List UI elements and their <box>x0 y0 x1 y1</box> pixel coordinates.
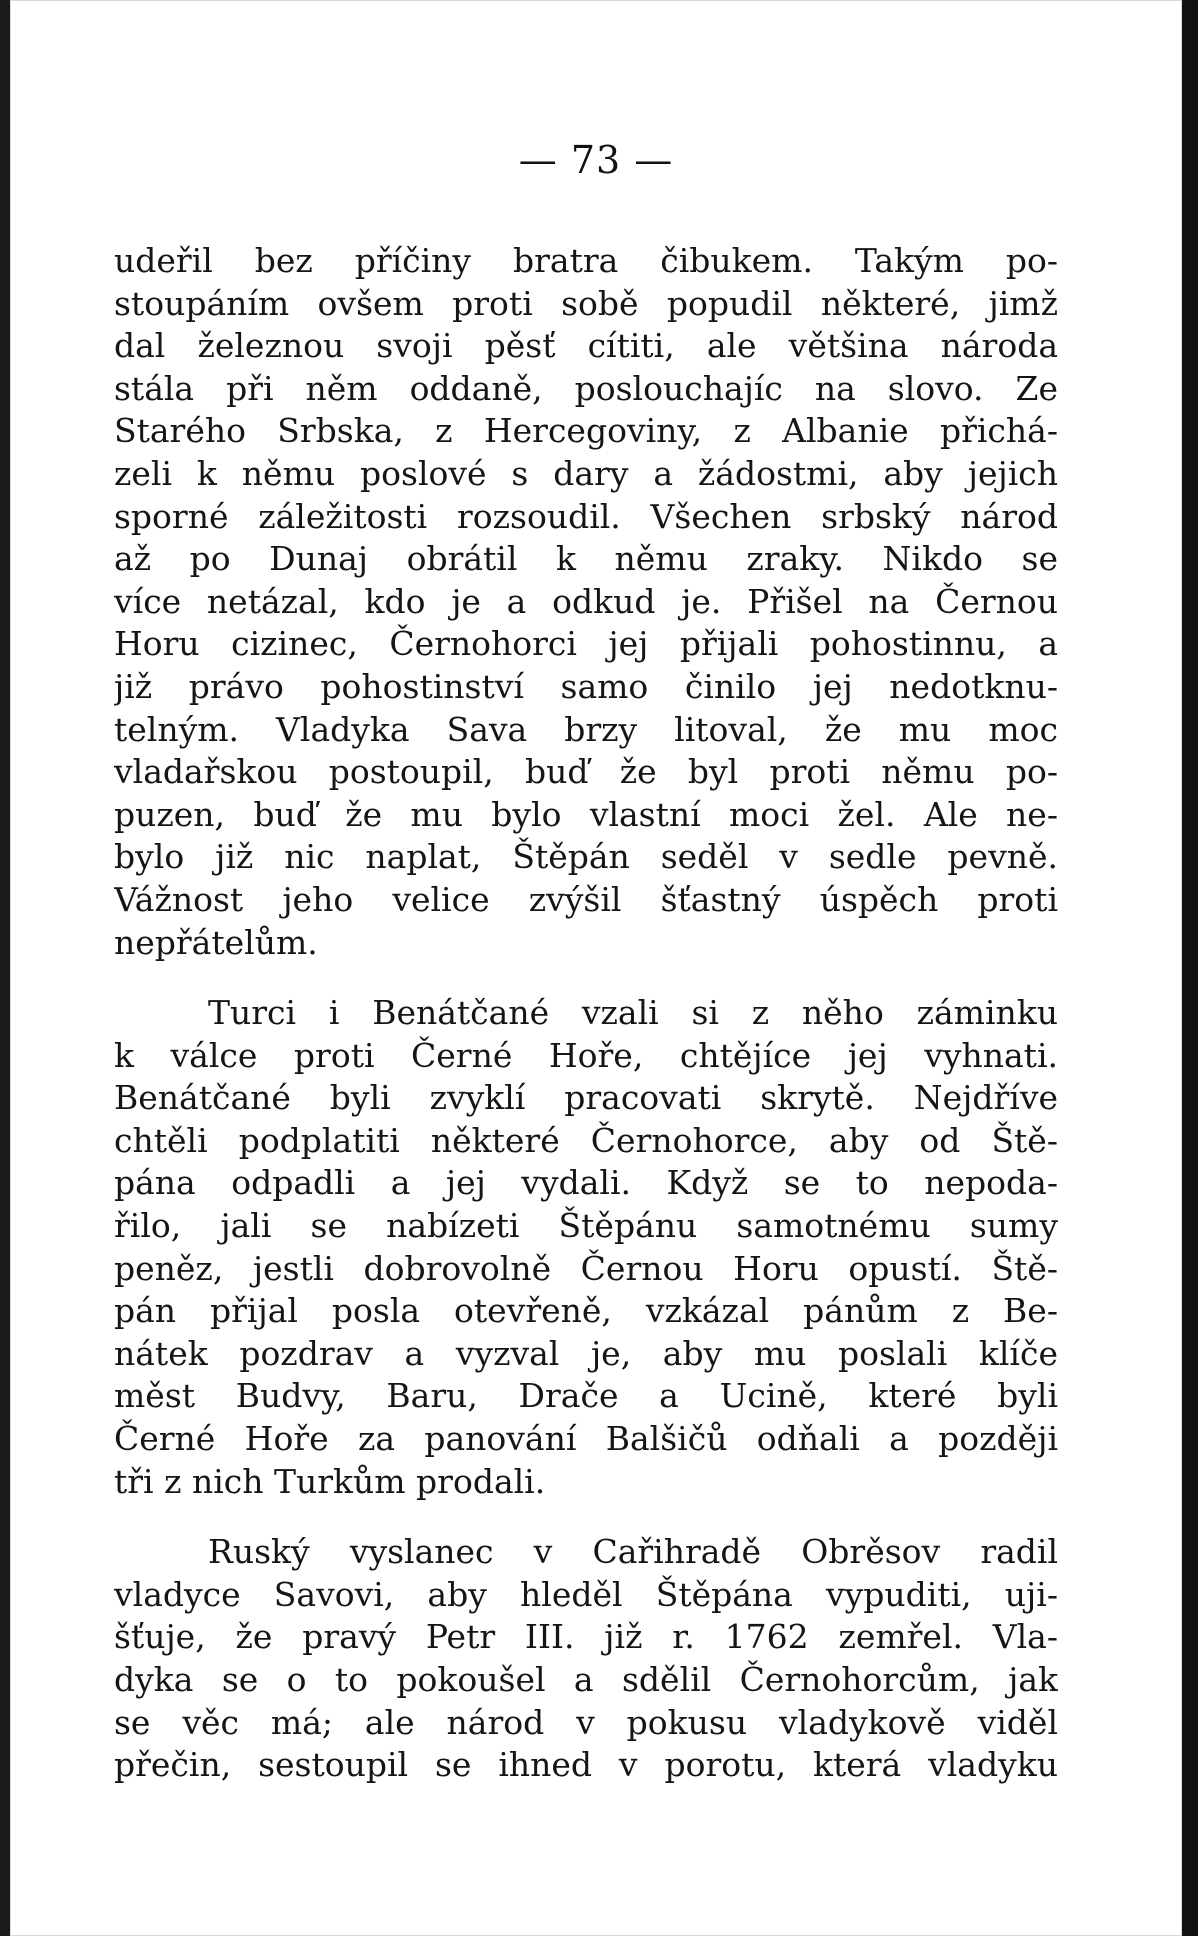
text-line: zeli k němu poslové s dary a žádostmi, aby jejich <box>114 453 1058 493</box>
text-line: Černé Hoře za panování Balšičů odňali a později <box>114 1419 1058 1459</box>
text-line: telným. Vladyka Sava brzy litoval, že mu moc <box>114 709 1058 749</box>
paragraph-gap <box>114 1503 1058 1531</box>
text-line: dal železnou svoji pěsť cítiti, ale většina národa <box>114 326 1058 366</box>
text-line: vladařskou postoupil, buď že byl proti němu po- <box>114 752 1058 792</box>
text-line: chtěli podplatiti některé Černohorce, aby od Ště- <box>114 1120 1058 1160</box>
text-line: nepřátelům. <box>114 922 318 962</box>
page-number: — 73 — <box>518 138 674 182</box>
text-line: pán přijal posla otevřeně, vzkázal pánům z Be- <box>114 1291 1058 1331</box>
scan-edge <box>1182 0 1198 1936</box>
text-line: řilo, jali se nabízeti Štěpánu samotnému sumy <box>114 1206 1058 1246</box>
text-line: k válce proti Černé Hoře, chtějíce jej vyhnati. <box>114 1035 1058 1075</box>
paragraph-3 <box>114 1531 1058 1787</box>
text-line: až po Dunaj obrátil k němu zraky. Nikdo se <box>114 539 1058 579</box>
text-line: již právo pohostinství samo činilo jej nedotknu- <box>114 666 1058 706</box>
text-line: Horu cizinec, Černohorci jej přijali pohostinnu, a <box>114 624 1058 664</box>
text-line: Starého Srbska, z Hercegoviny, z Albanie přichá- <box>114 411 1058 451</box>
text-line: peněz, jestli dobrovolně Černou Horu opustí. Ště- <box>114 1248 1058 1288</box>
text-line: Vážnost jeho velice zvýšil šťastný úspěch proti <box>114 879 1058 919</box>
text-line: tři z nich Turkům prodali. <box>114 1461 546 1501</box>
text-line: bylo již nic naplat, Štěpán seděl v sedle pevně. <box>114 837 1058 877</box>
paragraph-2 <box>114 992 1058 1503</box>
text-line: šťuje, že pravý Petr III. již r. 1762 zemřel. Vla- <box>114 1617 1058 1657</box>
text-line: se věc má; ale národ v pokusu vladykově viděl <box>114 1702 1058 1742</box>
text-line: sporné záležitosti rozsoudil. Všechen srbský národ <box>114 496 1058 536</box>
text-line: dyka se o to pokoušel a sdělil Černohorcům, jak <box>114 1660 1058 1699</box>
text-line: stoupáním ovšem proti sobě popudil některé, jimž <box>114 283 1058 323</box>
text-line: pána odpadli a jej vydali. Když se to nepoda- <box>114 1163 1058 1203</box>
text-line: více netázal, kdo je a odkud je. Přišel na Černou <box>114 581 1058 621</box>
text-line: Turci i Benátčané vzali si z něho záminku <box>208 993 1058 1033</box>
body-text <box>114 240 1058 1787</box>
text-line: přečin, sestoupil se ihned v porotu, která vladyku <box>114 1745 1058 1785</box>
text-line: stála při něm oddaně, poslouchajíc na slovo. Ze <box>114 368 1058 408</box>
paragraph-1 <box>114 240 1058 964</box>
text-line: udeřil bez příčiny bratra čibukem. Takým po- <box>114 241 1058 280</box>
paragraph-gap <box>114 964 1058 992</box>
book-page <box>10 0 1182 1936</box>
text-line: vladyce Savovi, aby hleděl Štěpána vypuditi, uji- <box>114 1574 1058 1614</box>
text-line: měst Budvy, Baru, Drače a Ucině, které byli <box>114 1376 1058 1416</box>
text-line: puzen, buď že mu bylo vlastní moci žel. Ale ne- <box>114 794 1058 834</box>
text-line: Ruský vyslanec v Cařihradě Obrěsov radil <box>208 1532 1058 1572</box>
text-line: Benátčané byli zvyklí pracovati skrytě. Nejdříve <box>114 1078 1058 1118</box>
text-line: nátek pozdrav a vyzval je, aby mu poslali klíče <box>114 1333 1058 1373</box>
